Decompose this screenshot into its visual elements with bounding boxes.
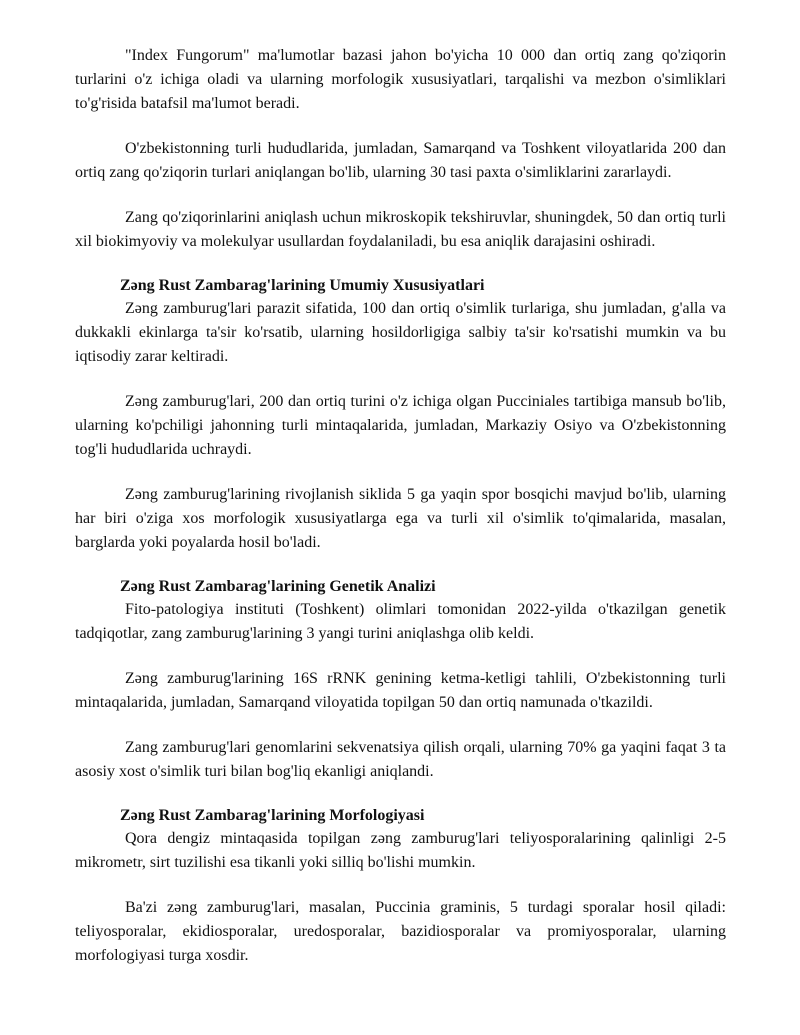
section-3-paragraph-2: Ba'zi zəng zamburug'lari, masalan, Puccinia graminis, 5 turdagi sporalar hosil qiladi: teliyosporalar, ekidiosporalar, uredosporalar, bazidiosporalar va promiyosporalar, ularning morfologiyasi turga xosdir.: [75, 899, 726, 964]
section-1-paragraph-3: Zəng zamburug'larining rivojlanish siklida 5 ga yaqin spor bosqichi mavjud bo'lib, ularning har biri o'ziga xos morfologik xususiyatlarga ega va turli xil o'simlik to'qimalarida, masalan, barglarda yoki poyalarda hosil bo'ladi.: [75, 486, 726, 551]
section-2-paragraph-1: Fito-patologiya instituti (Toshkent) olimlari tomonidan 2022-yilda o'tkazilgan genetik tadqiqotlar, zang zamburug'larining 3 yangi turini aniqlashga olib keldi.: [75, 601, 726, 642]
section-1-paragraph-1: Zəng zamburug'lari parazit sifatida, 100 dan ortiq o'simlik turlariga, shu jumladan, g'alla va dukkakli ekinlarga ta'sir ko'rsatib, ularning hosildorligiga salbiy ta'sir ko'rsatishi mumkin va bu iqtisodiy zarar keltiradi.: [75, 300, 726, 365]
intro-paragraph-3: Zang qo'ziqorinlarini aniqlash uchun mikroskopik tekshiruvlar, shuningdek, 50 dan ortiq turli xil biokimyoviy va molekulyar usullardan foydalaniladi, bu esa aniqlik darajasini oshiradi.: [75, 209, 726, 250]
section-1-paragraph-2: Zəng zamburug'lari, 200 dan ortiq turini o'z ichiga olgan Pucciniales tartibiga mansub bo'lib, ularning ko'pchiligi jahonning turli mintaqalarida, jumladan, Markaziy Osiyo va O'zbekistonning tog'li hududlarida uchraydi.: [75, 393, 726, 458]
section-heading-general-properties: Zəng Rust Zambarag'larining Umumiy Xususiyatlari: [120, 277, 485, 294]
document-page: [75, 44, 726, 968]
intro-paragraph-1: "Index Fungorum" ma'lumotlar bazasi jahon bo'yicha 10 000 dan ortiq zang qo'ziqorin turlarini o'z ichiga oladi va ularning morfologik xususiyatlari, tarqalishi va mezbon o'simliklari to'g'risida batafsil ma'lumot beradi.: [75, 47, 726, 112]
section-3-paragraph-1: Qora dengiz mintaqasida topilgan zəng zamburug'lari teliyosporalarining qalinligi 2-5 mikrometr, sirt tuzilishi esa tikanli yoki silliq bo'lishi mumkin.: [75, 830, 726, 871]
section-2-paragraph-2: Zəng zamburug'larining 16S rRNK genining ketma-ketligi tahlili, O'zbekistonning turli mintaqalarida, jumladan, Samarqand viloyatida topilgan 50 dan ortiq namunada o'tkazildi.: [75, 670, 726, 711]
section-heading-genetic-analysis: Zəng Rust Zambarag'larining Genetik Analizi: [120, 578, 436, 595]
intro-paragraph-2: O'zbekistonning turli hududlarida, jumladan, Samarqand va Toshkent viloyatlarida 200 dan ortiq zang qo'ziqorin turlari aniqlangan bo'lib, ularning 30 tasi paxta o'simliklarini zararlaydi.: [75, 140, 726, 181]
section-heading-morphology: Zəng Rust Zambarag'larining Morfologiyasi: [120, 807, 425, 824]
section-2-paragraph-3: Zang zamburug'lari genomlarini sekvenatsiya qilish orqali, ularning 70% ga yaqini faqat 3 ta asosiy xost o'simlik turi bilan bog'liq ekanligi aniqlandi.: [75, 739, 726, 780]
